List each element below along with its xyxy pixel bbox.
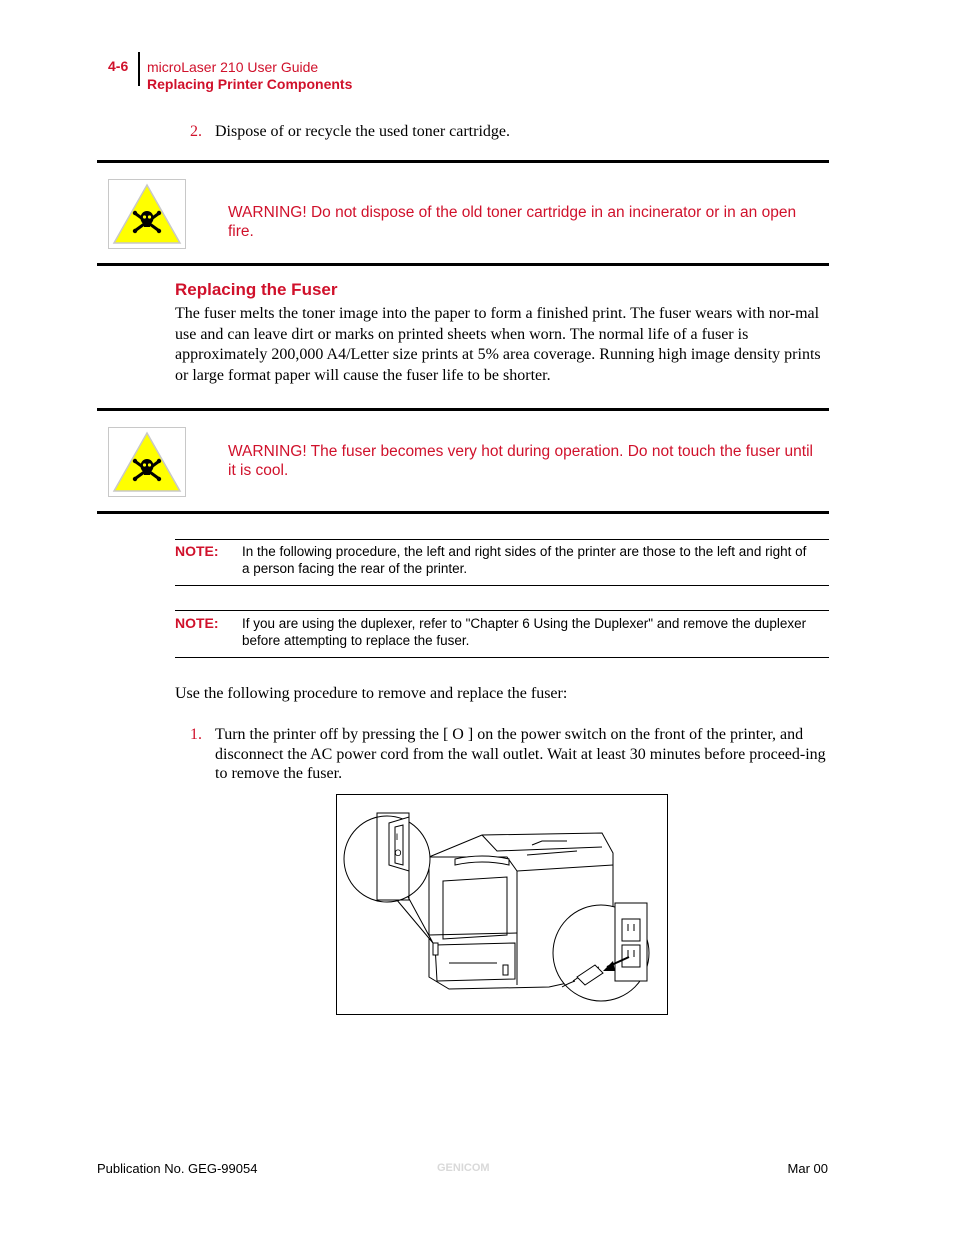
note-text: If you are using the duplexer, refer to "Chapter 6 Using the Duplexer" and remove the duplexer before attempting to replace the fuser. xyxy=(242,616,807,648)
warning-incinerator-text: WARNING! Do not dispose of the old toner cartridge in an incinerator or in an open fire. xyxy=(228,204,797,240)
note-bottom-rule xyxy=(175,657,829,658)
note-top-rule xyxy=(175,610,829,611)
publication-date: Mar 00 xyxy=(787,1161,828,1176)
note-label: NOTE: xyxy=(175,543,219,559)
step-text: Turn the printer off by pressing the [ O ] on the power switch on the front of the printer, and disconnect the AC power cord from the wall outlet. Wait at least 30 minutes before proceed-ing to remove the fuser. xyxy=(215,726,826,782)
poison-hazard-icon xyxy=(108,179,186,249)
warning-top-rule xyxy=(97,160,829,163)
note-label: NOTE: xyxy=(175,615,219,631)
step-number: 1. xyxy=(190,726,202,743)
switch-on-mark: I xyxy=(395,832,399,842)
guide-title: microLaser 210 User Guide xyxy=(147,59,319,75)
printer-power-figure xyxy=(336,794,668,1015)
procedure-intro: Use the following procedure to remove and replace the fuser: xyxy=(175,685,568,702)
header-divider xyxy=(138,52,140,86)
step-number: 2. xyxy=(190,123,202,140)
page-number: 4-6 xyxy=(108,58,129,74)
fuser-description: The fuser melts the toner image into the paper to form a finished print. The fuser wears with nor-mal use and can leave dirt or marks on printed sheets when worn. The normal life of a fuser is approximately 200,000 A4/Letter size prints at 5% area coverage. Running high image density prints or large format paper will cause the fuser life to be shorter. xyxy=(175,305,821,384)
step-text: Dispose of or recycle the used toner cartridge. xyxy=(215,123,510,140)
warning-bottom-rule xyxy=(97,511,829,514)
note-bottom-rule xyxy=(175,585,829,586)
warning-hot-text: WARNING! The fuser becomes very hot during operation. Do not touch the fuser until it is cool. xyxy=(228,443,813,479)
poison-hazard-icon xyxy=(108,427,186,497)
brand-watermark: GENICOM xyxy=(437,1162,490,1174)
note-text: In the following procedure, the left and right sides of the printer are those to the left and right of a person facing the rear of the printer. xyxy=(242,544,807,576)
section-heading: Replacing the Fuser xyxy=(175,280,338,299)
note-top-rule xyxy=(175,539,829,540)
warning-bottom-rule xyxy=(97,263,829,266)
warning-top-rule xyxy=(97,408,829,411)
switch-off-mark: O xyxy=(394,848,402,858)
section-title: Replacing Printer Components xyxy=(147,76,353,92)
printer-illustration xyxy=(337,795,667,1014)
publication-number: Publication No. GEG-99054 xyxy=(97,1161,258,1176)
